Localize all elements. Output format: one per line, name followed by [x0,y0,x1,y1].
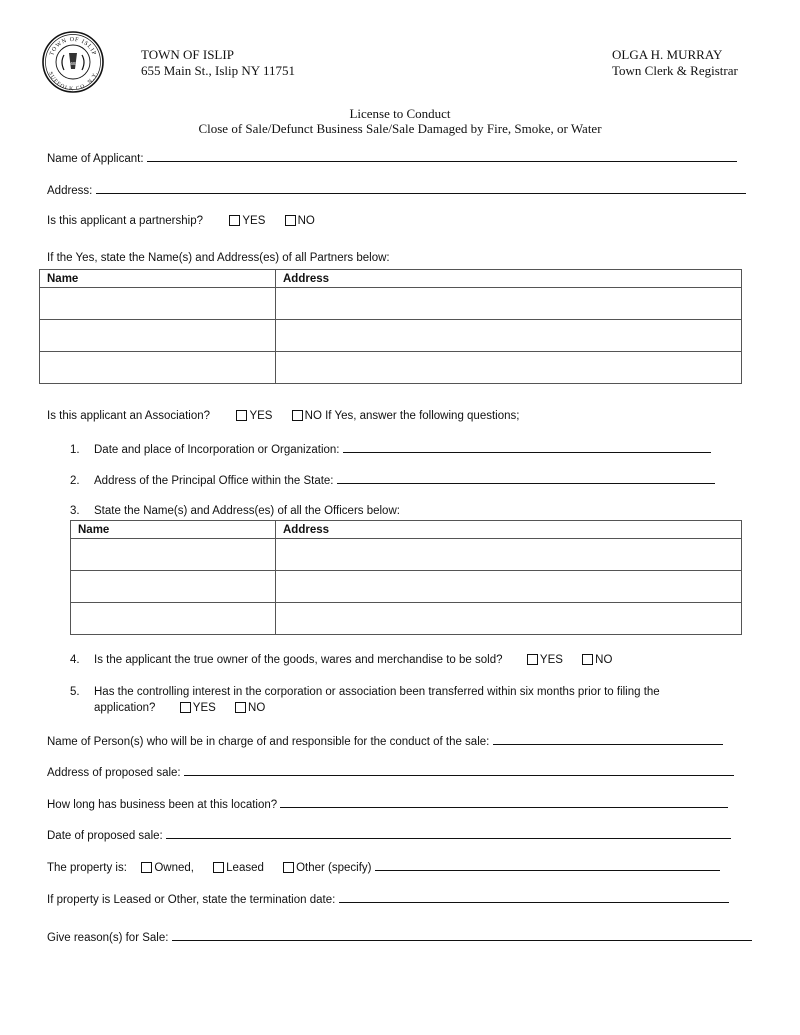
col-address-header: Address [276,521,742,539]
q4-no-label: NO [595,654,613,666]
partners-table [39,269,742,384]
association-question: Is this applicant an Association? [47,410,211,422]
officer-name-cell[interactable] [71,539,276,571]
officers-table [70,520,742,635]
partnership-yes-label: YES [242,215,266,227]
termination-row [47,892,729,906]
owned-label: Owned, [154,862,194,874]
partners-intro: If the Yes, state the Name(s) and Address(es) of all Partners below: [47,252,390,264]
address-of-sale-label: Address of proposed sale: [47,767,181,779]
q1-label: Date and place of Incorporation or Organization: [94,444,340,456]
q4-row: 4. Is the applicant the true owner of the goods, wares and merchandise to be sold? YES NO [70,654,613,666]
partnership-no-label: NO [297,215,315,227]
address-input[interactable] [96,183,746,194]
q5-no-label: NO [248,702,266,714]
partnership-no-checkbox[interactable] [285,215,296,226]
date-of-sale-label: Date of proposed sale: [47,830,163,842]
q3-label: State the Name(s) and Address(es) of all the Officers below: [94,505,400,517]
q4-yes-label: YES [539,654,563,666]
town-header [141,47,295,79]
person-in-charge-input[interactable] [493,734,723,745]
partner-name-cell[interactable] [40,352,276,384]
table-header-row [71,521,742,539]
partner-address-cell[interactable] [276,352,742,384]
partner-name-cell[interactable] [40,288,276,320]
q5-yes-checkbox[interactable] [180,702,191,713]
col-name-header: Name [71,521,276,539]
reasons-row [47,930,752,944]
property-label: The property is: [47,862,127,874]
association-no-label: NO [304,410,322,422]
partner-address-cell[interactable] [276,320,742,352]
how-long-row [47,797,728,811]
other-label: Other (specify) [296,862,372,874]
applicant-name-row [47,151,737,165]
q5-row-line2 [94,702,265,714]
association-followup: If Yes, answer the following questions; [325,410,520,422]
property-row [47,860,720,874]
partnership-row [47,215,315,227]
officer-address-cell[interactable] [276,539,742,571]
q4-label: Is the applicant the true owner of the goods, wares and merchandise to be sold? [94,654,503,666]
svg-text:1683: 1683 [67,61,79,66]
date-of-sale-row [47,828,731,842]
table-row [71,539,742,571]
how-long-label: How long has business been at this location? [47,799,278,811]
svg-text:SUFFOLK CO. N.Y.: SUFFOLK CO. N.Y. [47,71,100,93]
col-name-header: Name [40,270,276,288]
termination-label: If property is Leased or Other, state the termination date: [47,894,336,906]
q2-input[interactable] [337,473,715,484]
q4-no-checkbox[interactable] [582,654,593,665]
town-address: 655 Main St., Islip NY 11751 [141,63,295,78]
q5-label-line1: Has the controlling interest in the corporation or association been transferred within six months prior to filing the [94,686,660,698]
q5-no-checkbox[interactable] [235,702,246,713]
svg-text:TOWN OF ISLIP: TOWN OF ISLIP [49,36,97,57]
association-row [47,410,519,422]
form-title-line1: License to Conduct [349,106,451,121]
clerk-name: OLGA H. MURRAY [612,47,723,62]
clerk-title: Town Clerk & Registrar [612,63,738,78]
partnership-question: Is this applicant a partnership? [47,215,203,227]
form-title-line2: Close of Sale/Defunct Business Sale/Sale Damaged by Fire, Smoke, or Water [198,121,602,136]
person-in-charge-label: Name of Person(s) who will be in charge of and responsible for the conduct of the sale: [47,736,490,748]
q2-label: Address of the Principal Office within the State: [94,475,334,487]
table-header-row [40,270,742,288]
address-row [47,183,746,197]
officer-name-cell[interactable] [71,571,276,603]
leased-label: Leased [226,862,264,874]
date-of-sale-input[interactable] [166,828,731,839]
q4-yes-checkbox[interactable] [527,654,538,665]
q5-label-line2: application? [94,702,156,714]
officer-address-cell[interactable] [276,571,742,603]
association-yes-checkbox[interactable] [236,410,247,421]
reasons-label: Give reason(s) for Sale: [47,932,169,944]
address-of-sale-row [47,765,734,779]
q5-row: 5. Has the controlling interest in the corporation or association been transferred within six months prior to filing the [70,686,660,698]
owned-checkbox[interactable] [141,862,152,873]
applicant-name-label: Name of Applicant: [47,153,144,165]
table-row [71,571,742,603]
officer-address-cell[interactable] [276,603,742,635]
table-row [40,288,742,320]
partner-address-cell[interactable] [276,288,742,320]
address-of-sale-input[interactable] [184,765,734,776]
q1-row: 1. Date and place of Incorporation or Organization: [70,442,711,456]
town-name: TOWN OF ISLIP [141,47,234,62]
other-specify-input[interactable] [375,860,720,871]
table-row [40,320,742,352]
partner-name-cell[interactable] [40,320,276,352]
applicant-name-input[interactable] [147,151,737,162]
other-checkbox[interactable] [283,862,294,873]
association-no-checkbox[interactable] [292,410,303,421]
table-row [40,352,742,384]
termination-input[interactable] [339,892,729,903]
address-label: Address: [47,185,93,197]
association-yes-label: YES [249,410,273,422]
partnership-yes-checkbox[interactable] [229,215,240,226]
q5-yes-label: YES [192,702,216,714]
how-long-input[interactable] [280,797,728,808]
col-address-header: Address [276,270,742,288]
officer-name-cell[interactable] [71,603,276,635]
person-in-charge-row [47,734,723,748]
q2-row: 2. Address of the Principal Office within the State: [70,473,715,487]
reasons-input[interactable] [172,930,752,941]
leased-checkbox[interactable] [213,862,224,873]
q3-row: 3. State the Name(s) and Address(es) of all the Officers below: [70,505,400,517]
town-seal-logo [42,31,104,93]
clerk-header [612,47,738,79]
table-row [71,603,742,635]
q1-input[interactable] [343,442,711,453]
